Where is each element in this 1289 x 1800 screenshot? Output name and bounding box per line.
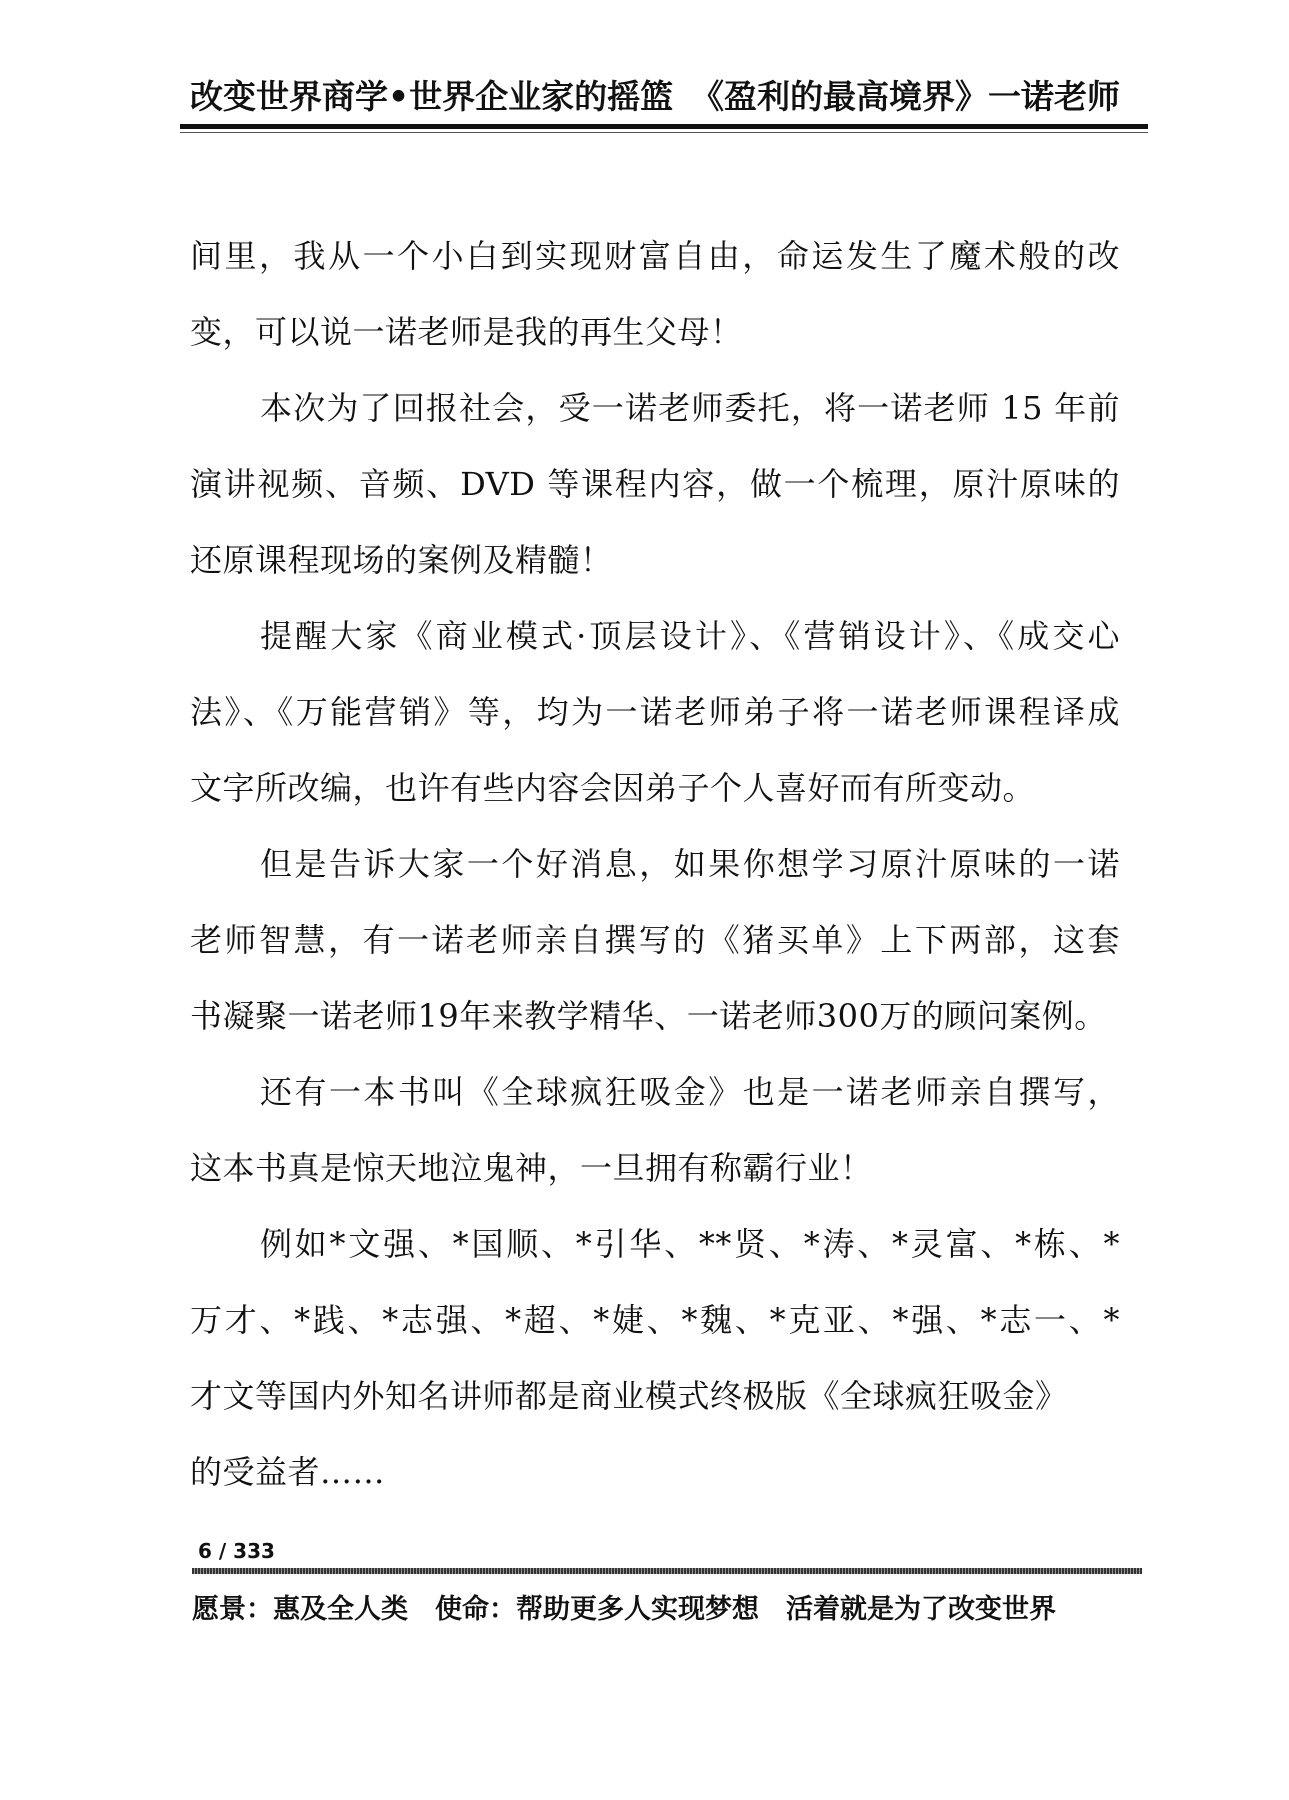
body-line: 间里，我从一个小白到实现财富自由，命运发生了魔术般的改 — [190, 237, 1120, 275]
header-left-title: 改变世界商学•世界企业家的摇篮 — [190, 77, 674, 116]
body-line: 还原课程现场的案例及精髓！ — [190, 541, 613, 579]
body-line: 演讲视频、音频、DVD 等课程内容，做一个梳理，原汁原味的 — [190, 465, 1120, 503]
header-book-title: 《盈利的最高境界》一诺老师 — [691, 77, 1120, 116]
footer-motto: 愿景：惠及全人类 使命：帮助更多人实现梦想 活着就是为了改变世界 — [192, 1594, 1056, 1625]
body-line: 法》、《万能营销》等，均为一诺老师弟子将一诺老师课程译成 — [190, 693, 1120, 731]
body-text — [190, 218, 1120, 1510]
body-line: 老师智慧，有一诺老师亲自撰写的《猪买单》上下两部，这套 — [190, 921, 1120, 959]
header-rule — [180, 124, 1148, 129]
header-rule-thin — [180, 132, 1148, 133]
body-line: 还有一本书叫《全球疯狂吸金》也是一诺老师亲自撰写， — [260, 1073, 1120, 1111]
body-line: 才文等国内外知名讲师都是商业模式终极版《全球疯狂吸金》 — [190, 1377, 1068, 1415]
body-line: 书凝聚一诺老师19年来教学精华、一诺老师300万的顾问案例。 — [190, 997, 1107, 1035]
body-line: 文字所改编，也许有些内容会因弟子个人喜好而有所变动。 — [190, 769, 1036, 807]
body-line: 万才、*践、*志强、*超、*婕、*魏、*克亚、*强、*志一、* — [190, 1301, 1120, 1339]
page-number: 6 / 333 — [198, 1539, 275, 1563]
body-line: 本次为了回报社会，受一诺老师委托，将一诺老师 15 年前 — [260, 389, 1120, 427]
footer-rule — [192, 1568, 1142, 1574]
page-header — [190, 72, 1120, 122]
body-line: 这本书真是惊天地泣鬼神，一旦拥有称霸行业！ — [190, 1149, 873, 1187]
body-line: 的受益者…… — [190, 1453, 386, 1491]
body-line: 但是告诉大家一个好消息，如果你想学习原汁原味的一诺 — [260, 845, 1120, 883]
body-line: 提醒大家《商业模式·顶层设计》、《营销设计》、《成交心 — [260, 617, 1120, 655]
body-line: 例如*文强、*国顺、*引华、**贤、*涛、*灵富、*栋、* — [260, 1225, 1120, 1263]
body-line: 变，可以说一诺老师是我的再生父母！ — [190, 313, 743, 351]
